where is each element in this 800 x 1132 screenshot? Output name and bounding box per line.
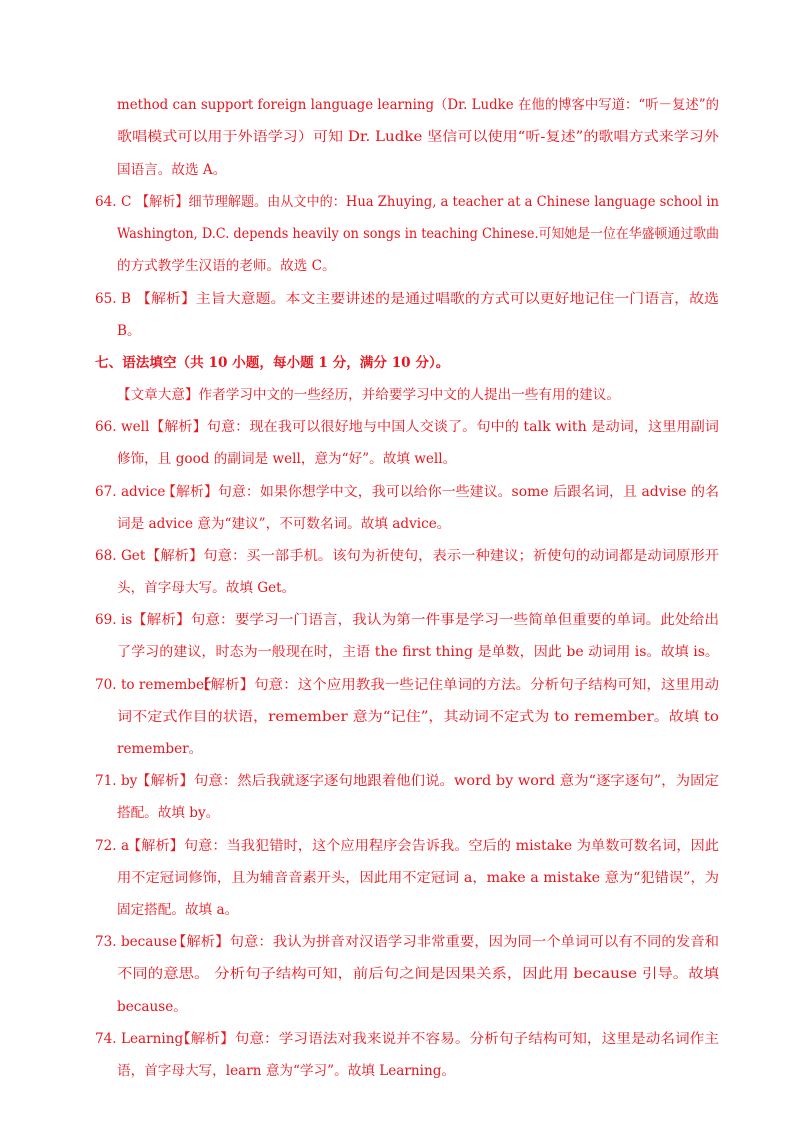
continuation-line-3: 国语言。故选 A。 [117,162,227,178]
answer-72-line-2: 用不定冠词修饰，且为辅音音素开头，因此用不定冠词 a，make a mistake 意为“犯错误”，为 [117,870,719,886]
answer-68-line-2: 头，首字母大写。故填 Get。 [117,580,296,596]
answer-70-line-2: 词不定式作目的状语，remember 意为“记住”，其动词不定式为 to remember。故填 to [117,709,719,725]
answer-number-71: 71. by [95,773,138,789]
answer-number-68: 68. Get [95,548,146,564]
answer-65-line-2: B。 [117,323,141,339]
answer-number-67: 67. advice [95,484,166,500]
answer-71-line-1: 【解析】句意：然后我就逐字逐句地跟着他们说。word by word 意为“逐字逐句”，为固定 [136,773,719,789]
answer-66-line-2: 修饰，且 good 的副词是 well，意为“好”。故填 well。 [117,451,457,467]
answer-67-line-2: 词是 advice 意为“建议”，不可数名词。故填 advice。 [117,516,451,532]
continuation-line-2: 歌唱模式可以用于外语学习）可知 Dr. Ludke 坚信可以使用“听-复述”的歌唱方式来学习外 [117,129,719,145]
answer-number-70: 70. to remember [95,677,211,693]
answer-73-line-3: because。 [117,999,187,1015]
answer-number-73: 73. because [95,934,178,950]
continuation-line-1: method can support foreign language learning（Dr. Ludke 在他的博客中写道：“听－复述”的 [117,97,719,113]
answer-70-line-3: remember。 [117,741,203,757]
answer-number-74: 74. Learning [95,1031,184,1047]
answer-64-line-2: Washington, D.C. depends heavily on songs in teaching Chinese.可知她是一位在华盛顿通过歌曲 [117,226,719,242]
answer-74-line-1: 【解析】句意：学习语法对我来说并不容易。分析句子结构可知，这里是动名词作主 [176,1031,719,1047]
answer-66-line-1: 【解析】句意：现在我可以很好地与中国人交谈了。句中的 talk with 是动词，这里用副词 [150,419,719,435]
answer-number-64: 64. C [95,194,132,210]
answer-number-66: 66. well [95,419,150,435]
answer-72-line-1: 【解析】句意：当我犯错时，这个应用程序会告诉我。空后的 mistake 为单数可数名词，因此 [127,838,719,854]
answer-64-line-1: 【解析】细节理解题。由从文中的：Hua Zhuying, a teacher at a Chinese language school in [136,194,719,210]
answer-number-69: 69. is [95,612,133,628]
section-summary: 【文章大意】作者学习中文的一些经历，并给要学习中文的人提出一些有用的建议。 [117,387,620,403]
answer-74-line-2: 语，首字母大写，learn 意为“学习”。故填 Learning。 [117,1063,456,1079]
answer-70-line-1: 【解析】句意：这个应用教我一些记住单词的方法。分析句子结构可知，这里用动 [196,677,719,693]
answer-73-line-1: 【解析】句意：我认为拼音对汉语学习非常重要，因为同一个单词可以有不同的发音和 [172,934,719,950]
answer-71-line-2: 搭配。故填 by。 [117,805,220,821]
answer-number-65: 65. B [95,291,131,307]
section-heading: 七、语法填空（共 10 小题，每小题 1 分，满分 10 分）。 [95,355,450,371]
answer-73-line-2: 不同的意思。 分析句子结构可知，前后句之间是因果关系，因此用 because 引导。故填 [117,966,719,982]
answer-67-line-1: 【解析】句意：如果你想学中文，我可以给你一些建议。some 后跟名词，且 advise 的名 [162,484,719,500]
answer-72-line-3: 固定搭配。故填 a。 [117,902,239,918]
answer-number-72: 72. a [95,838,130,854]
answer-65-line-1: 【解析】主旨大意题。本文主要讲述的是通过唱歌的方式可以更好地记住一门语言，故选 [136,291,719,307]
answer-68-line-1: 【解析】句意：买一部手机。该句为祈使句，表示一种建议；祈使句的动词都是动词原形开 [146,548,719,564]
answer-64-line-3: 的方式教学生汉语的老师。故选 C。 [117,258,336,274]
answer-69-line-2: 了学习的建议，时态为一般现在时，主语 the first thing 是单数，因此 be 动词用 is。故填 is。 [117,644,719,660]
answer-69-line-1: 【解析】句意：要学习一门语言，我认为第一件事是学习一些简单但重要的单词。此处给出 [132,612,719,628]
